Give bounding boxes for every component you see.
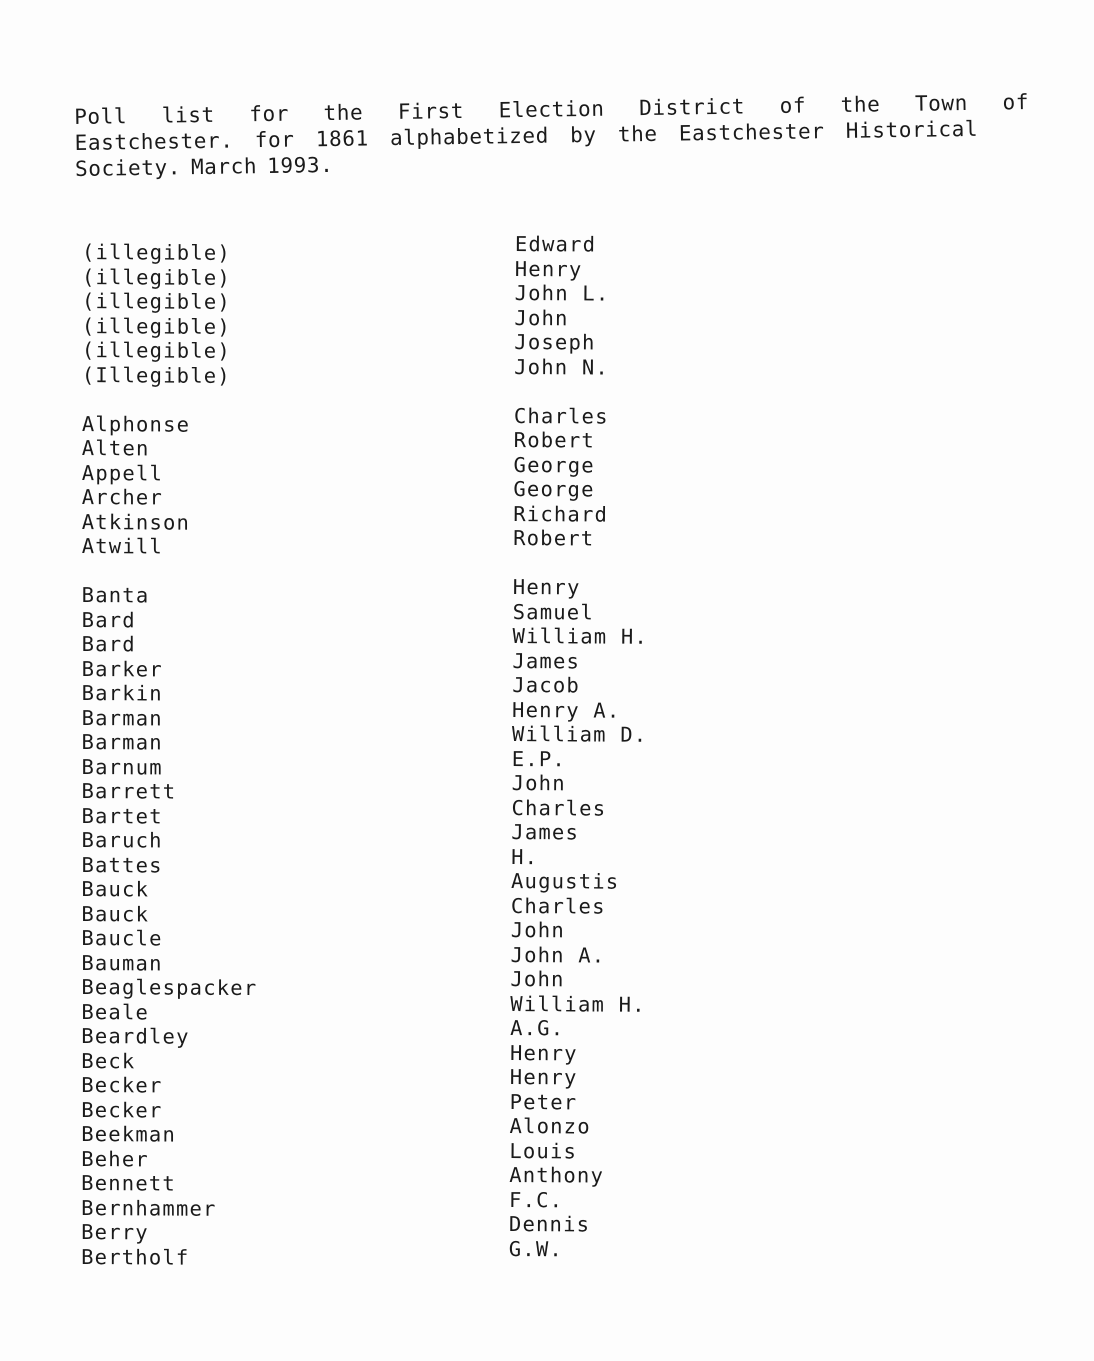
given-name-entry-group [513,403,649,551]
heading-word: Historical [845,116,979,143]
given-name-entry: Charles [510,893,606,919]
heading-word: Poll [74,104,128,129]
surname-entry: Archer [81,485,164,510]
surname-entry: Bertholf [81,1244,190,1270]
surname-entry: Bauman [81,950,163,976]
heading-word: Eastchester. [74,128,234,155]
surname-entry: Atwill [81,534,164,559]
surname-entry: Atkinson [81,509,191,535]
given-name-entry: William H. [512,623,649,649]
surname-entry: Bard [81,632,136,657]
heading-word: of [779,93,807,118]
given-name-entry: H. [511,844,539,869]
given-name-entry: Henry [509,1064,578,1090]
surname-entry: (illegible) [81,289,231,314]
heading-word: 1861 [315,126,369,152]
surname-entry: Alphonse [81,411,191,437]
surname-entry: Bartet [81,803,163,829]
heading-line-filler [999,115,1029,141]
heading-word: First [397,98,465,124]
heading-word: alphabetized [389,123,550,151]
given-name-entry: Henry A. [512,697,621,723]
surname-entry: Barker [81,656,163,682]
given-name-entry: Henry [512,574,581,600]
surname-entry: Bauck [81,877,150,902]
surname-entry: Beher [81,1146,149,1171]
given-name-entry: Louis [509,1138,578,1163]
given-name-entry: Dennis [508,1211,591,1237]
given-name-entry: John L. [514,280,610,306]
surname-entry-group [82,240,258,388]
surname-entry: Becker [81,1097,163,1123]
heading-word: the [617,121,658,147]
surname-entry: (Illegible) [81,362,231,388]
surname-entry: Bennett [81,1171,176,1196]
heading-word: Society. [74,155,182,181]
surname-entry: Becker [81,1073,163,1098]
surname-entry-group [82,412,258,560]
surname-entry: Barman [81,730,163,755]
given-name-entry: A.G. [510,1015,565,1041]
given-name-entry: James [511,819,580,845]
given-name-entry: Alonzo [509,1113,591,1139]
heading-word: 1993. [266,152,334,178]
surname-entry: Beekman [81,1122,177,1147]
surname-entry-group [81,583,258,1270]
surname-entry: Barman [81,705,163,731]
given-name-entry: Anthony [509,1162,605,1188]
given-name-entry: Charles [511,795,607,821]
given-name-entry: E.P. [511,746,567,771]
given-name-entry: Augustis [510,868,620,894]
given-name-entry: Samuel [512,599,595,624]
given-name-entry: G.W. [508,1236,564,1261]
heading-word: the [323,100,364,126]
heading-word: for [254,127,295,153]
heading-word: Eastchester [678,119,825,146]
given-name-entry: William H. [510,991,646,1017]
surname-entry: (illegible) [81,338,231,363]
surname-entry: Bernhammer [81,1195,217,1221]
surname-entry: (illegible) [81,264,231,290]
given-name-entry: William D. [511,721,648,747]
surname-entry: Berry [81,1220,149,1245]
given-name-entry: John [510,966,565,992]
document-heading [74,89,1030,182]
given-name-entry: Charles [513,403,609,429]
given-name-entry: John A. [510,942,606,968]
surname-entry: Barkin [81,681,163,706]
given-name-entry: Jacob [512,672,581,698]
given-name-entry: John [514,305,569,330]
given-name-entry: George [513,452,595,477]
heading-word: District [638,94,746,121]
surname-entry: Beardley [81,1024,190,1049]
surname-entry: Bard [81,607,136,632]
surname-entry: Alten [81,436,150,461]
surname-entry: Bauck [81,901,150,926]
given-name-entry: F.C. [509,1187,564,1212]
heading-word: of [1002,90,1030,115]
given-name-entry: John [510,917,565,943]
surname-entry: Beale [81,999,150,1024]
surname-entry: Appell [81,460,164,485]
heading-word: Town [914,90,969,116]
given-name-entry-group [509,575,649,1262]
heading-word: March [190,154,258,180]
heading-word: Election [498,96,605,123]
given-name-entry: Peter [509,1089,578,1114]
heading-word: list [161,102,215,128]
surname-entry: Barnum [81,754,163,780]
heading-word: for [249,101,290,127]
surname-entry: Battes [81,852,163,878]
surname-entry: (illegible) [81,313,231,339]
given-name-entry: Henry [514,256,583,281]
heading-word: by [569,122,597,148]
given-name-entry: Joseph [514,329,596,355]
given-name-entry: Edward [514,232,597,257]
surname-column [81,240,258,1270]
surname-entry: Banta [81,583,150,608]
given-name-entry: Robert [513,427,596,453]
surname-entry: Beck [81,1048,136,1073]
surname-entry: Beaglespacker [81,975,258,1001]
surname-entry: (illegible) [81,240,231,265]
surname-entry: Barrett [81,779,177,804]
given-name-entry: George [513,476,595,502]
given-name-entry: John N. [514,354,610,380]
surname-entry: Baruch [81,828,163,853]
given-name-entry: Robert [513,525,595,551]
given-name-entry: James [512,648,581,673]
heading-word: the [840,92,881,117]
given-name-entry: John [511,770,566,796]
given-name-column [509,232,651,1262]
given-name-entry: Henry [509,1040,578,1065]
given-name-entry-group [514,232,650,380]
surname-entry: Baucle [81,926,163,951]
given-name-entry: Richard [513,501,609,527]
